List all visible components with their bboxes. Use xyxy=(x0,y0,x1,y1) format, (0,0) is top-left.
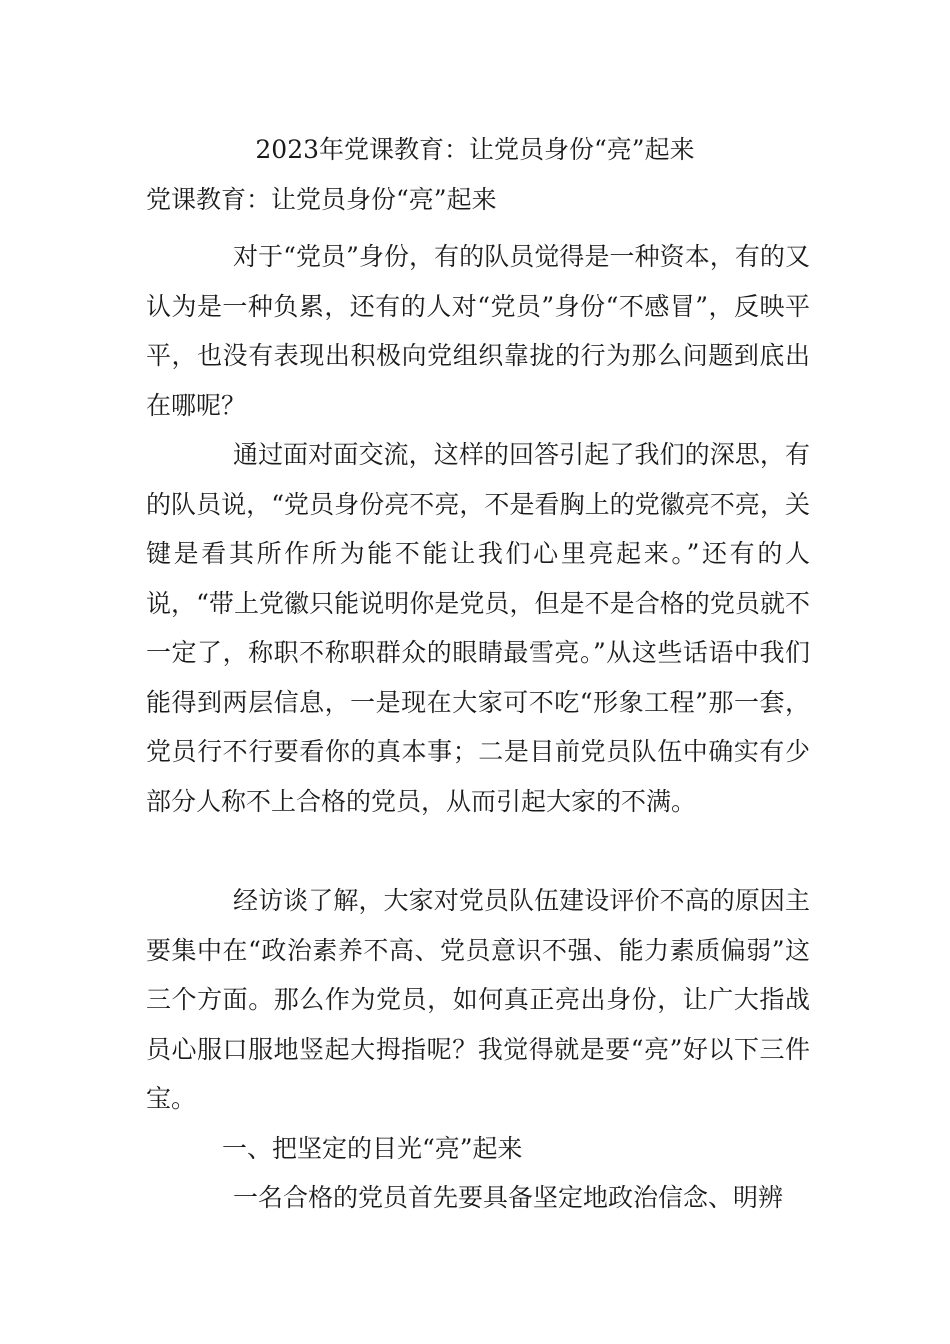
paragraph-1: 对于“党员”身份，有的队员觉得是一种资本，有的又认为是一种负累，还有的人对“党员”身份“不感冒”，反映平平，也没有表现出积极向党组织靠拢的行为那么问题到底出在哪呢？ xyxy=(146,242,810,420)
document-subtitle: 党课教育：让党员身份“亮”起来 xyxy=(146,185,497,214)
document-title: 2023年党课教育：让党员身份“亮”起来 xyxy=(255,135,695,164)
paragraph-3: 经访谈了解，大家对党员队伍建设评价不高的原因主要集中在“政治素养不高、党员意识不强、能力素质偏弱”这三个方面。那么作为党员，如何真正亮出身份，让广大指战员心服口服地竖起大拇指呢？我觉得就是要“亮”好以下三件宝。 xyxy=(146,886,810,1113)
section-heading-1: 一、把坚定的目光“亮”起来 xyxy=(222,1134,523,1163)
paragraph-2: 通过面对面交流，这样的回答引起了我们的深思，有的队员说，“党员身份亮不亮，不是看胸上的党徽亮不亮，关键是看其所作所为能不能让我们心里亮起来。”还有的人说，“带上党徽只能说明你是党员，但是不是合格的党员就不一定了，称职不称职群众的眼睛最雪亮。”从这些话语中我们能得到两层信息，一是现在大家可不吃“形象工程”那一套，党员行不行要看你的真本事；二是目前党员队伍中确实有少部分人称不上合格的党员，从而引起大家的不满。 xyxy=(146,440,810,816)
paragraph-4: 一名合格的党员首先要具备坚定地政治信念、明辨 xyxy=(233,1183,784,1212)
